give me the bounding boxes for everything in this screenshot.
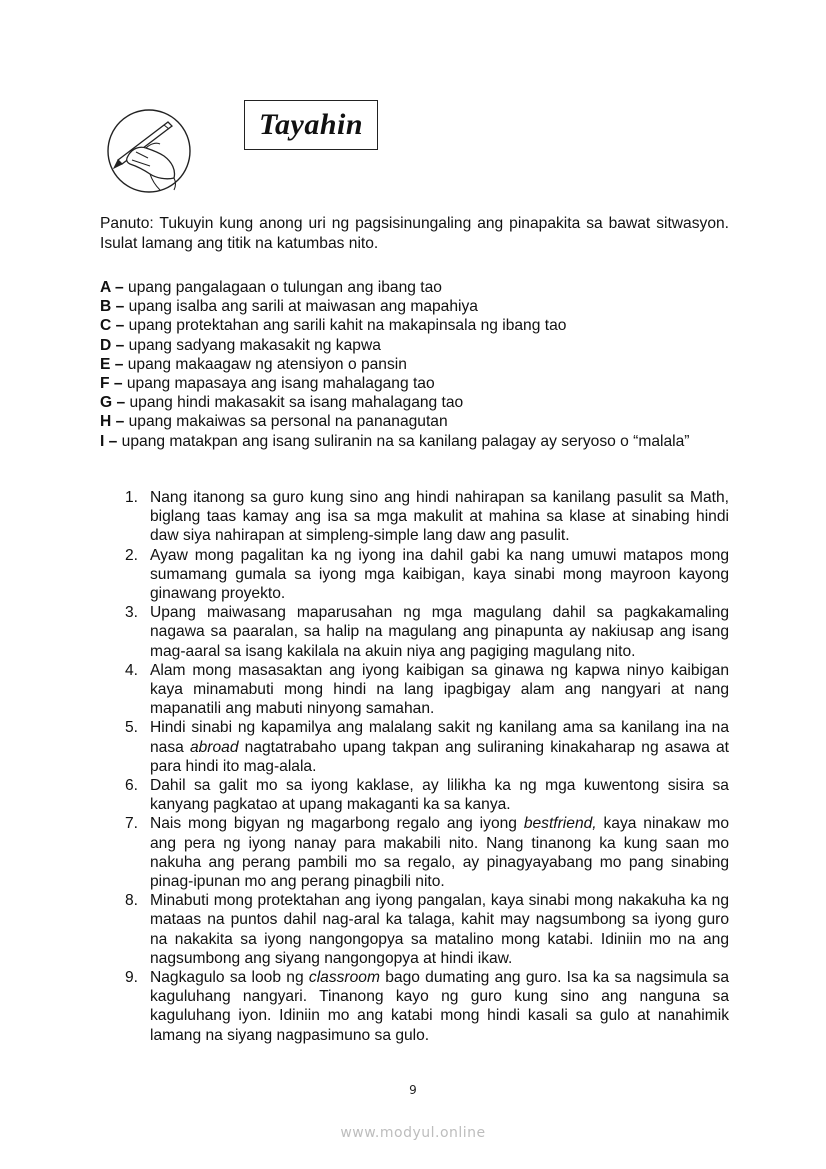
question-text: Minabuti mong protektahan ang iyong pangalan, kaya sinabi mong nakakuha ka ng mataas na puntos dahil nag-aral ka talaga, kahit may nagsumbong sa iyong guro na nakakita sa iyong nangongopya sa matalino mong katabi. Idiniin mo na ang nagsumbong ang siyang nangongopya at hindi ikaw.	[150, 892, 729, 967]
legend-text: upang matakpan ang isang suliranin na sa kanilang palagay ay seryoso o “malala”	[117, 432, 690, 450]
question-item	[100, 814, 729, 891]
question-italic-term: abroad	[189, 738, 239, 756]
legend-text: upang mapasaya ang isang mahalagang tao	[122, 375, 435, 393]
legend-letter: F –	[100, 375, 123, 393]
legend-letter: C –	[100, 317, 125, 335]
legend-text: upang makaiwas sa personal na pananagutan	[124, 413, 448, 431]
legend-letter: E –	[100, 355, 124, 373]
legend-item	[100, 355, 729, 374]
question-number: 1.	[125, 489, 139, 506]
legend-item	[100, 336, 729, 355]
legend-letter: D –	[100, 336, 125, 354]
question-number: 5.	[125, 719, 139, 737]
question-number: 2.	[125, 546, 139, 564]
question-item	[100, 718, 729, 776]
answer-legend	[100, 278, 729, 451]
instructions-text: Panuto: Tukuyin kung anong uri ng pagsisinungaling ang pinapakita sa bawat sitwasyon. Isulat lamang ang titik na katumbas nito.	[100, 215, 729, 252]
question-item	[100, 661, 729, 719]
watermark: www.modyul.online	[340, 1125, 486, 1141]
question-text: Dahil sa galit mo sa iyong kaklase, ay lilikha ka ng mga kuwentong sisira sa kanyang pagkatao at upang makaganti ka sa kanya.	[150, 777, 729, 814]
question-number: 7.	[125, 815, 139, 833]
legend-item	[100, 297, 729, 316]
question-item	[100, 546, 729, 604]
question-italic-term: classroom	[308, 969, 380, 987]
question-item	[100, 488, 729, 546]
question-list	[100, 488, 729, 1045]
legend-item	[100, 316, 729, 335]
question-item	[100, 968, 729, 1045]
question-number: 8.	[125, 892, 139, 910]
legend-item	[100, 412, 729, 431]
question-italic-term: bestfriend,	[523, 815, 597, 833]
question-text: Nang itanong sa guro kung sino ang hindi nahirapan sa kanilang pasulit sa Math, biglang taas kamay ang isa sa mga makulit at mahina sa klase at sinabing hindi daw siya nahirapan at simpleng-simple lang daw ang pasulit.	[150, 489, 729, 545]
page-number: 9	[409, 1083, 417, 1097]
question-item	[100, 603, 729, 661]
legend-item	[100, 393, 729, 412]
legend-letter: B –	[100, 298, 125, 316]
question-text: bago dumating ang guro. Isa ka sa nagsimula sa kaguluhang nangyari. Tinanong kayo ng guro kung sino ang nanguna sa kaguluhang iyon. Idiniin mo ang katabi mong hindi kasali sa gulo at nanahimik lamang na siyang nagpasimuno sa gulo.	[150, 969, 729, 1044]
legend-text: upang sadyang makasakit ng kapwa	[124, 336, 381, 354]
question-text: Upang maiwasang maparusahan ng mga magulang dahil sa pagkakamaling nagawa sa paaralan, sa halip na magulang ang pinapunta ay nakiusap ang isang mag-aaral sa isang kakilala na akuin niya ang pagiging magulang nito.	[150, 604, 729, 660]
question-number: 4.	[125, 661, 139, 679]
question-text: Ayaw mong pagalitan ka ng iyong ina dahil gabi ka nang umuwi matapos mong sumamang gumala sa iyong mga kaibigan, kaya sinabi mong mayroon kayong ginawang proyekto.	[150, 546, 729, 603]
legend-letter: H –	[100, 413, 125, 431]
legend-letter: G –	[100, 394, 126, 412]
writing-hand-icon	[106, 108, 192, 194]
question-number: 6.	[125, 777, 139, 795]
question-item	[100, 891, 729, 968]
legend-text: upang makaagaw ng atensiyon o pansin	[123, 355, 407, 373]
section-title-box	[244, 100, 378, 150]
question-number: 3.	[125, 604, 139, 622]
legend-text: upang pangalagaan o tulungan ang ibang tao	[123, 279, 442, 296]
legend-text: upang hindi makasakit sa isang mahalagang tao	[125, 394, 464, 412]
legend-letter: A –	[100, 279, 124, 296]
legend-letter: I –	[100, 432, 118, 450]
question-item	[100, 776, 729, 814]
legend-text: upang protektahan ang sarili kahit na makapinsala ng ibang tao	[124, 317, 567, 335]
legend-item	[100, 432, 729, 451]
question-text: Nais mong bigyan ng magarbong regalo ang iyong	[150, 815, 524, 833]
section-title: Tayahin	[258, 108, 364, 141]
question-text: nagtatrabaho upang takpan ang suliraning kinakaharap ng asawa at para hindi ito mag-alala.	[150, 738, 729, 775]
question-text: Alam mong masasaktan ang iyong kaibigan sa ginawa ng kapwa ninyo kaibigan kaya minamabuti mong hindi na lang ipagbigay alam ang nangyari at nang mapanatili ang mabuti ninyong samahan.	[150, 661, 729, 718]
legend-item	[100, 278, 729, 297]
legend-text: upang isalba ang sarili at maiwasan ang mapahiya	[124, 298, 478, 316]
question-text: Nagkagulo sa loob ng	[150, 969, 309, 987]
question-number: 9.	[125, 969, 139, 987]
question-text: Hindi sinabi ng kapamilya ang malalang sakit ng kanilang ama sa kanilang ina na nasa	[150, 719, 729, 756]
question-text: kaya ninakaw mo ang pera ng iyong nanay para makabili nito. Nang tinanong ka kung saan mo nakuha ang perang pambili mo sa regalo, ay pinagyayabang mo pang sinabing pinag-ipunan mo ang perang pinagbili nito.	[150, 815, 729, 891]
legend-item	[100, 374, 729, 393]
